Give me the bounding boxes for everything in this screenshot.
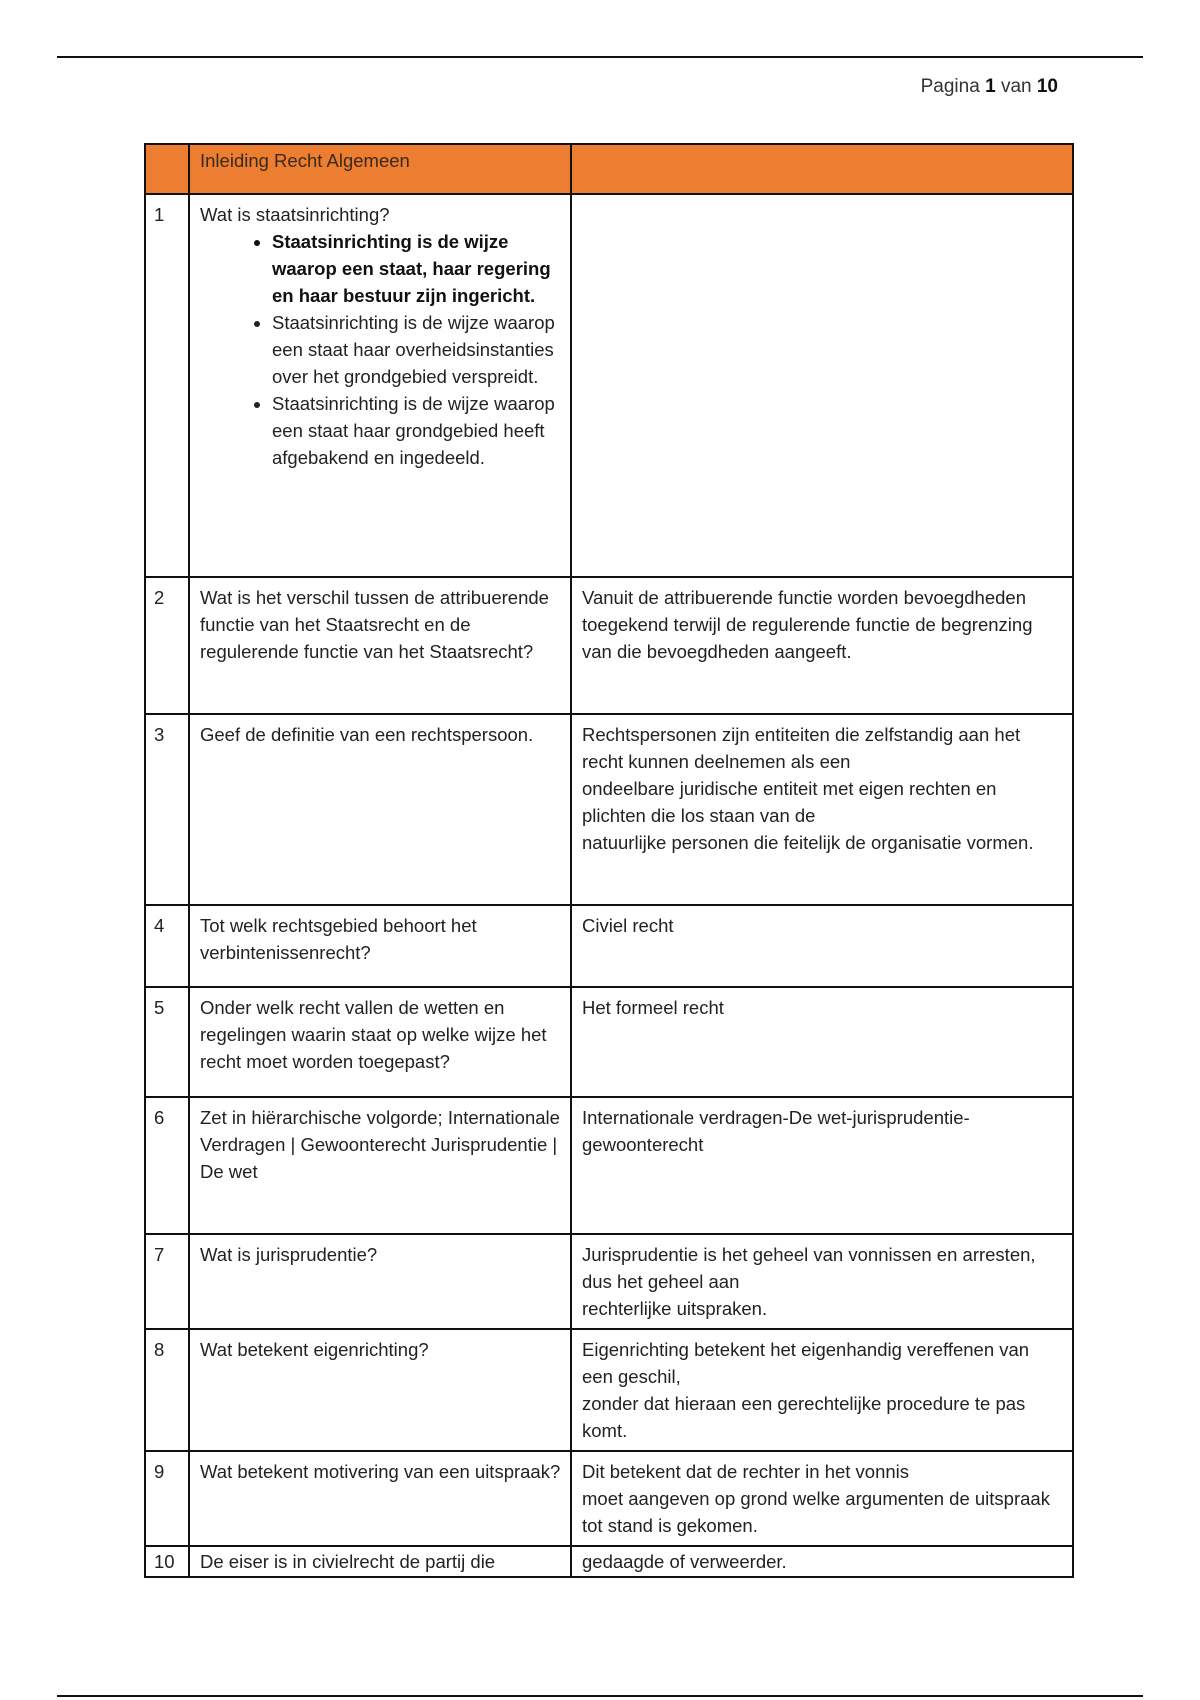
bullet-item: • Staatsinrichting is de wijze waarop een staat haar overheidsinstanties over het grondgebied verspreidt. bbox=[272, 309, 562, 390]
row-number: 1 bbox=[145, 194, 189, 577]
page-prefix: Pagina bbox=[920, 76, 980, 97]
table-row bbox=[145, 1546, 1073, 1577]
row-number: 3 bbox=[145, 714, 189, 905]
table-row bbox=[145, 1234, 1073, 1329]
table-row bbox=[145, 987, 1073, 1097]
page-middle: van bbox=[1000, 76, 1032, 97]
table-row bbox=[145, 1329, 1073, 1451]
question-cell: Onder welk recht vallen de wetten en regelingen waarin staat op welke wijze het recht moet worden toegepast? bbox=[189, 987, 571, 1097]
answer-cell: Vanuit de attribuerende functie worden bevoegdheden toegekend terwijl de regulerende functie de begrenzing van die bevoegdheden aangeeft. bbox=[571, 577, 1073, 714]
bullet-list bbox=[200, 228, 562, 471]
question-cell: De eiser is in civielrecht de partij die bbox=[189, 1546, 571, 1577]
table-row bbox=[145, 714, 1073, 905]
row-number: 2 bbox=[145, 577, 189, 714]
answer-line: ondeelbare juridische entiteit met eigen rechten en plichten die los staan van de bbox=[582, 778, 997, 826]
bullet-item: • Staatsinrichting is de wijze waarop een staat, haar regering en haar bestuur zijn ingericht. bbox=[272, 228, 562, 309]
page-current: 1 bbox=[985, 76, 996, 97]
row-number: 9 bbox=[145, 1451, 189, 1546]
answer-cell bbox=[571, 194, 1073, 577]
answer-line: moet aangeven op grond welke argumenten de uitspraak tot stand is gekomen. bbox=[582, 1488, 1050, 1536]
answer-cell bbox=[571, 1329, 1073, 1451]
row-number: 10 bbox=[145, 1546, 189, 1577]
table-header-row bbox=[145, 144, 1073, 194]
question-text: Wat is staatsinrichting? bbox=[200, 204, 390, 225]
table-row bbox=[145, 1451, 1073, 1546]
table-row bbox=[145, 577, 1073, 714]
page-number bbox=[921, 76, 1058, 98]
answer-cell: Internationale verdragen-De wet-jurisprudentie-gewoonterecht bbox=[571, 1097, 1073, 1234]
question-cell: Wat betekent eigenrichting? bbox=[189, 1329, 571, 1451]
page-total: 10 bbox=[1036, 76, 1058, 97]
question-cell: Tot welk rechtsgebied behoort het verbintenissenrecht? bbox=[189, 905, 571, 987]
answer-line: natuurlijke personen die feitelijk de organisatie vormen. bbox=[582, 832, 1034, 853]
qa-table bbox=[144, 143, 1074, 1578]
question-cell: Wat is het verschil tussen de attribuerende functie van het Staatsrecht en de regulerende functie van het Staatsrecht? bbox=[189, 577, 571, 714]
answer-cell: gedaagde of verweerder. bbox=[571, 1546, 1073, 1577]
table-row bbox=[145, 194, 1073, 577]
answer-line: Jurisprudentie is het geheel van vonnissen en arresten, dus het geheel aan bbox=[582, 1244, 1036, 1292]
header-answer-cell bbox=[571, 144, 1073, 194]
question-cell: Geef de definitie van een rechtspersoon. bbox=[189, 714, 571, 905]
bullet-item: • Staatsinrichting is de wijze waarop een staat haar grondgebied heeft afgebakend en ingedeeld. bbox=[272, 390, 562, 471]
answer-cell bbox=[571, 714, 1073, 905]
header-num-cell bbox=[145, 144, 189, 194]
row-number: 6 bbox=[145, 1097, 189, 1234]
row-number: 8 bbox=[145, 1329, 189, 1451]
table-row bbox=[145, 905, 1073, 987]
question-cell: Wat betekent motivering van een uitspraak? bbox=[189, 1451, 571, 1546]
footer-rule bbox=[57, 1695, 1143, 1697]
table-title: Inleiding Recht Algemeen bbox=[189, 144, 571, 194]
question-cell bbox=[189, 194, 571, 577]
question-cell: Wat is jurisprudentie? bbox=[189, 1234, 571, 1329]
table-row bbox=[145, 1097, 1073, 1234]
answer-line: Eigenrichting betekent het eigenhandig vereffenen van een geschil, bbox=[582, 1339, 1030, 1387]
row-number: 5 bbox=[145, 987, 189, 1097]
answer-line: Rechtspersonen zijn entiteiten die zelfstandig aan het recht kunnen deelnemen als een bbox=[582, 724, 1021, 772]
header-rule bbox=[57, 56, 1143, 58]
row-number: 7 bbox=[145, 1234, 189, 1329]
question-cell: Zet in hiërarchische volgorde; Internationale Verdragen | Gewoonterecht Jurisprudentie | De wet bbox=[189, 1097, 571, 1234]
answer-line: Dit betekent dat de rechter in het vonnis bbox=[582, 1461, 910, 1482]
answer-line: rechterlijke uitspraken. bbox=[582, 1298, 768, 1319]
answer-cell: Civiel recht bbox=[571, 905, 1073, 987]
answer-cell bbox=[571, 1451, 1073, 1546]
answer-cell bbox=[571, 1234, 1073, 1329]
row-number: 4 bbox=[145, 905, 189, 987]
answer-cell: Het formeel recht bbox=[571, 987, 1073, 1097]
answer-line: zonder dat hieraan een gerechtelijke procedure te pas komt. bbox=[582, 1393, 1026, 1441]
